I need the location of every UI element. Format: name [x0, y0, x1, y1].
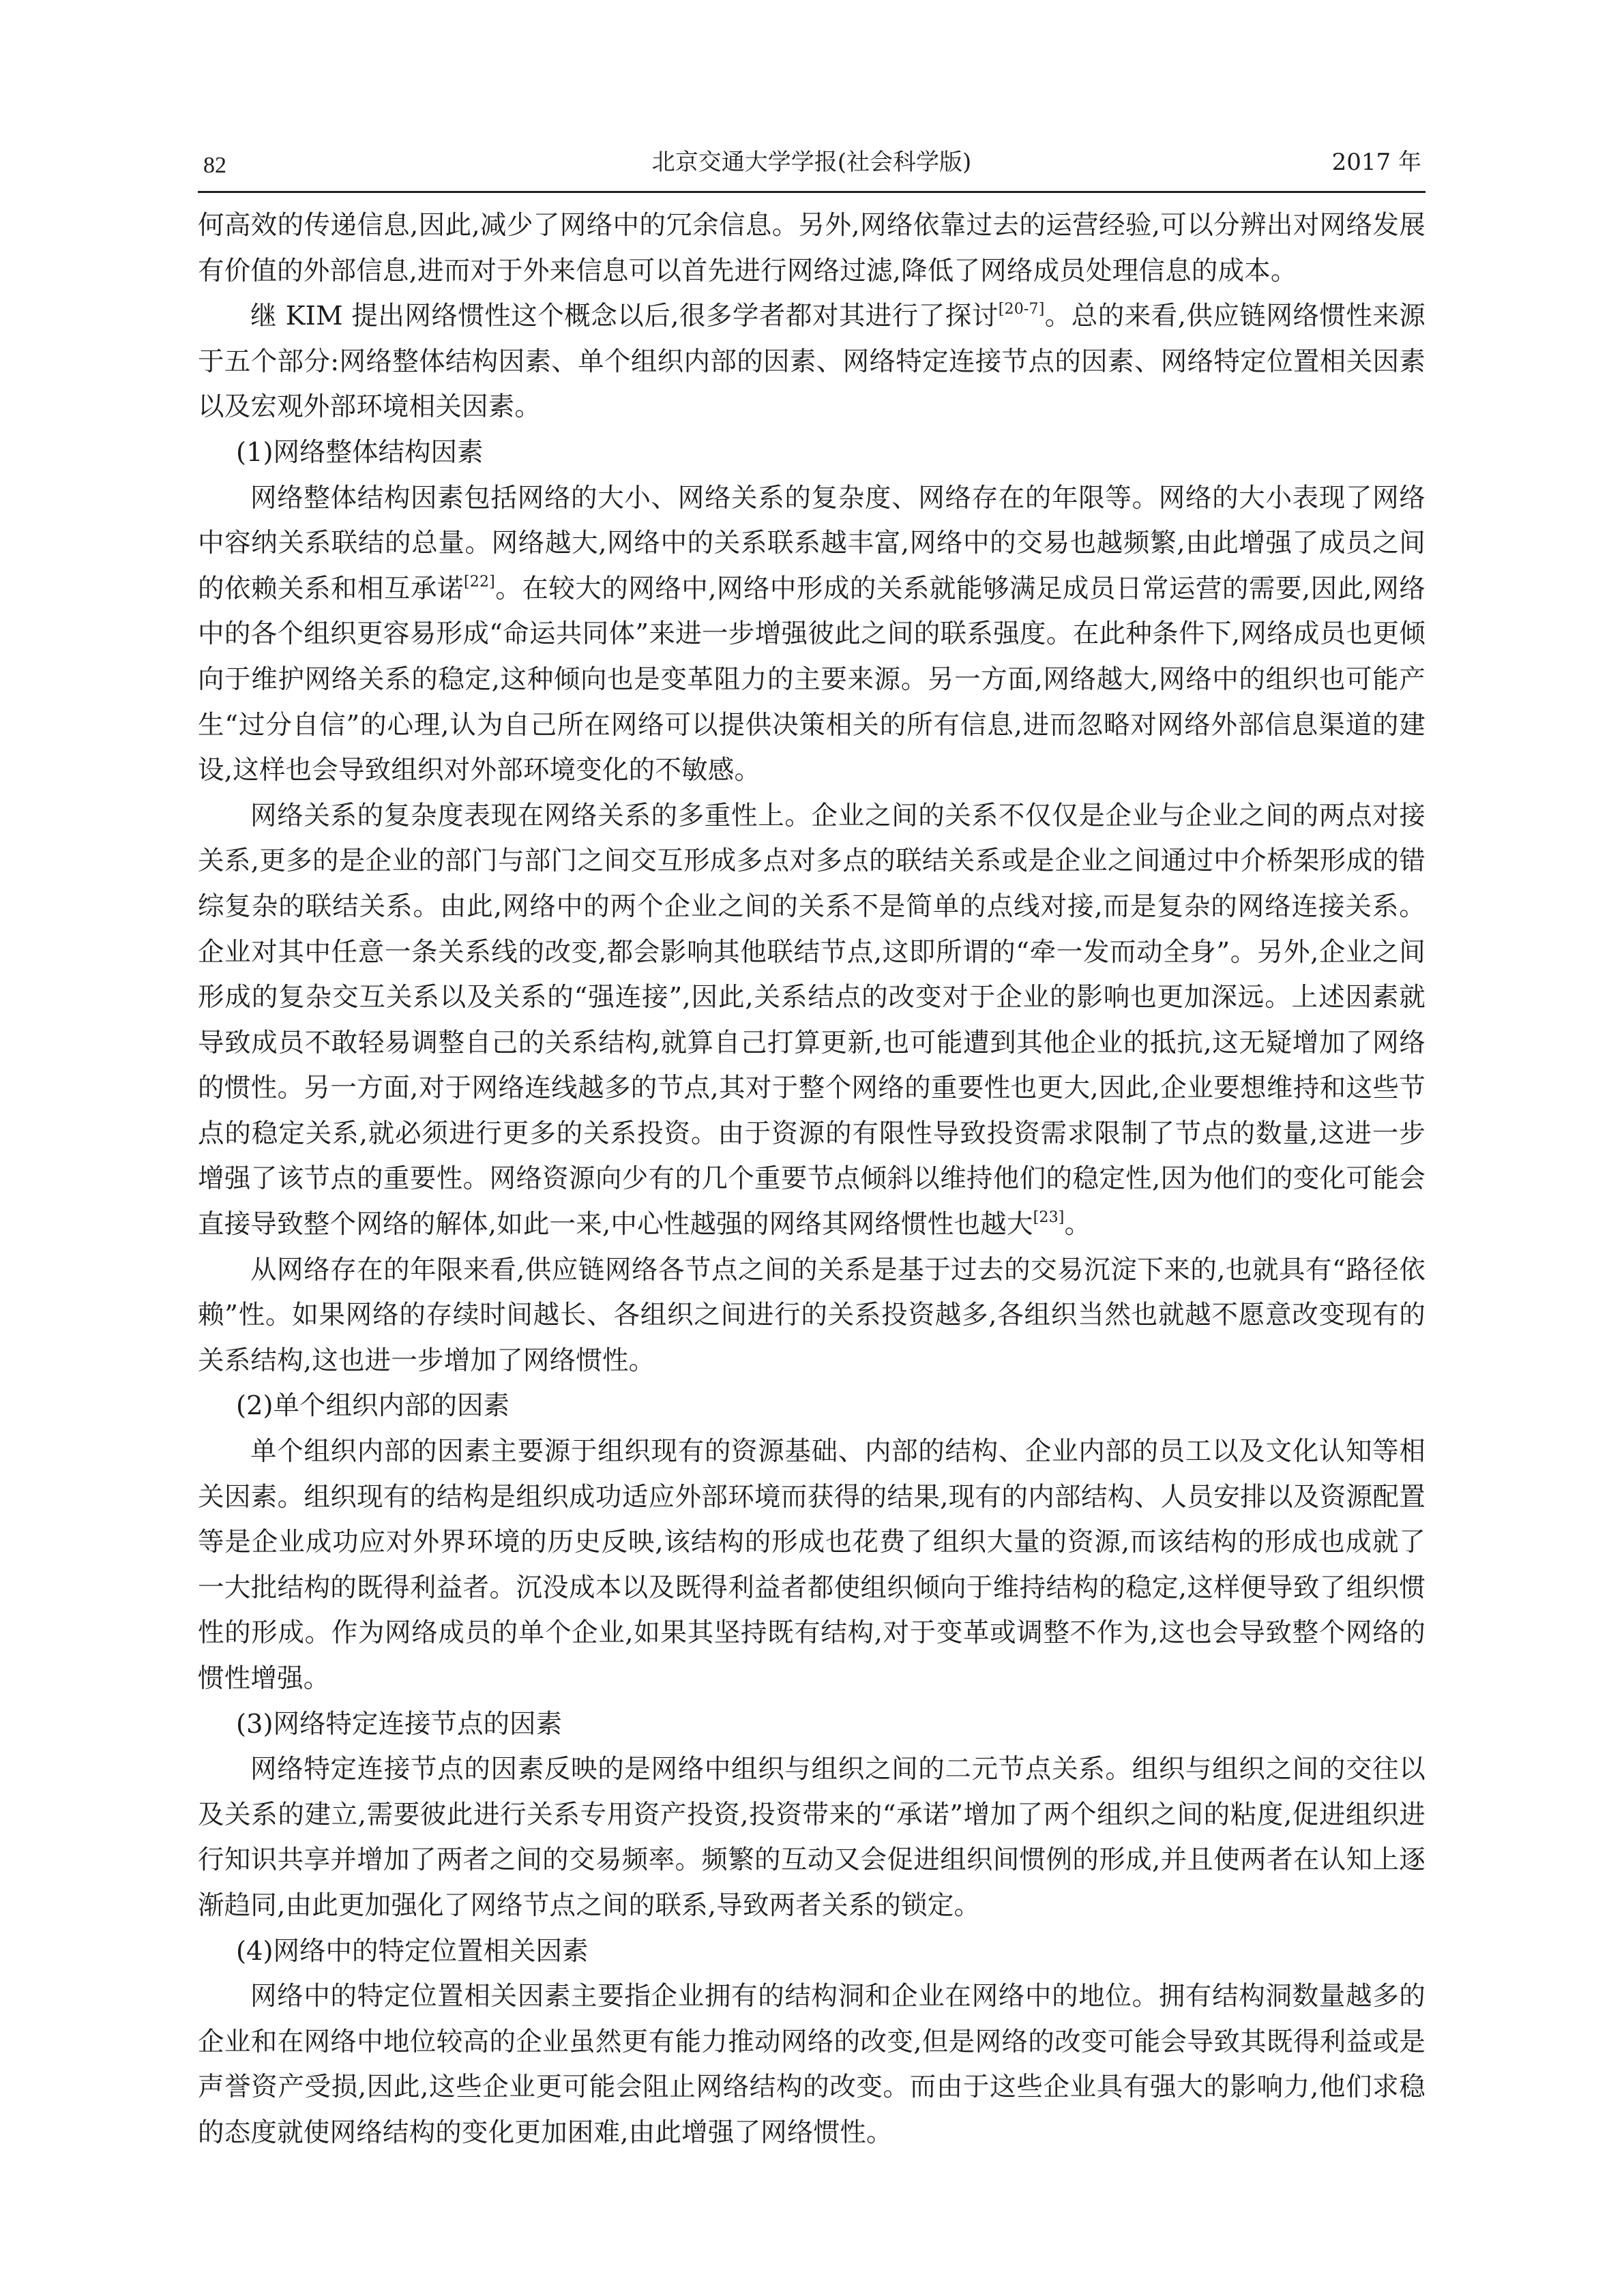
paragraph-network-position: 网络中的特定位置相关因素主要指企业拥有的结构洞和企业在网络中的地位。拥有结构洞数量越多的企业和在网络中地位较高的企业虽然更有能力推动网络的改变,但是网络的改变可能会导致其既得利益或是声誉资产受损,因此,这些企业更可能会阻止网络结构的改变。而由于这些企业具有强大的影响力,他们求稳的态度就使网络结构的变化更加困难,由此增强了网络惯性。 [198, 1981, 1426, 2148]
paragraph-text: 继 KIM 提出网络惯性这个概念以后,很多学者都对其进行了探讨 [250, 301, 999, 332]
paragraph-continued: 何高效的传递信息,因此,减少了网络中的冗余信息。另外,网络依靠过去的运营经验,可以分辨出对网络发展有价值的外部信息,进而对于外来信息可以首先进行网络过滤,降低了网络成员处理信息的成本。 [198, 210, 1426, 286]
paragraph-organization-internal: 单个组织内部的因素主要源于组织现有的资源基础、内部的结构、企业内部的员工以及文化认知等相关因素。组织现有的结构是组织成功适应外部环境而获得的结果,现有的内部结构、人员安排以及资源配置等是企业成功应对外界环境的历史反映,该结构的形成也花费了组织大量的资源,而该结构的形成也成就了一大批结构的既得利益者。沉没成本以及既得利益者都使组织倾向于维持结构的稳定,这样便导致了组织惯性的形成。作为网络成员的单个企业,如果其坚持既有结构,对于变革或调整不作为,这也会导致整个网络的惯性增强。 [198, 1436, 1426, 1694]
paragraph-text: 。 [1064, 1209, 1091, 1240]
citation: [20-7] [998, 301, 1045, 318]
citation: [22] [463, 573, 495, 591]
section-heading-3: (3)网络特定连接节点的因素 [236, 1708, 563, 1740]
paragraph-sources [198, 294, 1426, 430]
running-header [198, 130, 1426, 193]
page-number: 82 [203, 153, 226, 178]
paragraph-text: 网络关系的复杂度表现在网络关系的多重性上。企业之间的关系不仅仅是企业与企业之间的两点对接关系,更多的是企业的部门与部门之间交互形成多点对多点的联结关系或是企业之间通过中介桥架形成的错综复杂的联结关系。由此,网络中的两个企业之间的关系不是简单的点线对接,而是复杂的网络连接关系。企业对其中任意一条关系线的改变,都会影响其他联结节点,这即所谓的“牵一发而动全身”。另外,企业之间形成的复杂交互关系以及关系的“强连接”,因此,关系结点的改变对于企业的影响也更加深远。上述因素就导致成员不敢轻易调整自己的关系结构,就算自己打算更新,也可能遭到其他企业的抵抗,这无疑增加了网络的惯性。另一方面,对于网络连线越多的节点,其对于整个网络的重要性也更大,因此,企业要想维持和这些节点的稳定关系,就必须进行更多的关系投资。由于资源的有限性导致投资需求限制了节点的数量,这进一步增强了该节点的重要性。网络资源向少有的几个重要节点倾斜以维持他们的稳定性,因为他们的变化可能会直接导致整个网络的解体,如此一来,中心性越强的网络其网络惯性也越大 [198, 800, 1426, 1240]
section-heading-2: (2)单个组织内部的因素 [236, 1390, 510, 1422]
paragraph-network-size [198, 476, 1426, 794]
section-heading-1: (1)网络整体结构因素 [236, 436, 484, 468]
paragraph-network-complexity [198, 794, 1426, 1248]
section-heading-4: (4)网络中的特定位置相关因素 [236, 1935, 589, 1967]
article-body [198, 203, 1426, 2156]
paragraph-connection-nodes: 网络特定连接节点的因素反映的是网络中组织与组织之间的二元节点关系。组织与组织之间的交往以及关系的建立,需要彼此进行关系专用资产投资,投资带来的“承诺”增加了两个组织之间的粘度,促进组织进行知识共享并增加了两者之间的交易频率。频繁的互动又会促进组织间惯例的形成,并且使两者在认知上逐渐趋同,由此更加强化了网络节点之间的联系,导致两者关系的锁定。 [198, 1754, 1426, 1921]
paragraph-network-age: 从网络存在的年限来看,供应链网络各节点之间的关系是基于过去的交易沉淀下来的,也就具有“路径依赖”性。如果网络的存续时间越长、各组织之间进行的关系投资越多,各组织当然也就越不愿意改变现有的关系结构,这也进一步增加了网络惯性。 [198, 1254, 1426, 1376]
paragraph-text: 。在较大的网络中,网络中形成的关系就能够满足成员日常运营的需要,因此,网络中的各个组织更容易形成“命运共同体”来进一步增强彼此之间的联系强度。在此种条件下,网络成员也更倾向于维护网络关系的稳定,这种倾向也是变革阻力的主要来源。另一方面,网络越大,网络中的组织也可能产生“过分自信”的心理,认为自己所在网络可以提供决策相关的所有信息,进而忽略对网络外部信息渠道的建设,这样也会导致组织对外部环境变化的不敏感。 [198, 573, 1426, 786]
paragraph-text: 。总的来看,供应链网络惯性来源于五个部分:网络整体结构因素、单个组织内部的因素、网络特定连接节点的因素、网络特定位置相关因素以及宏观外部环境相关因素。 [198, 301, 1426, 423]
publication-year: 2017 年 [1331, 149, 1421, 176]
paragraph-text: 网络整体结构因素包括网络的大小、网络关系的复杂度、网络存在的年限等。网络的大小表现了网络中容纳关系联结的总量。网络越大,网络中的关系联系越丰富,网络中的交易也越频繁,由此增强了成员之间的依赖关系和相互承诺 [198, 482, 1426, 604]
citation: [23] [1033, 1209, 1065, 1227]
journal-title: 北京交通大学学报(社会科学版) [651, 149, 972, 176]
